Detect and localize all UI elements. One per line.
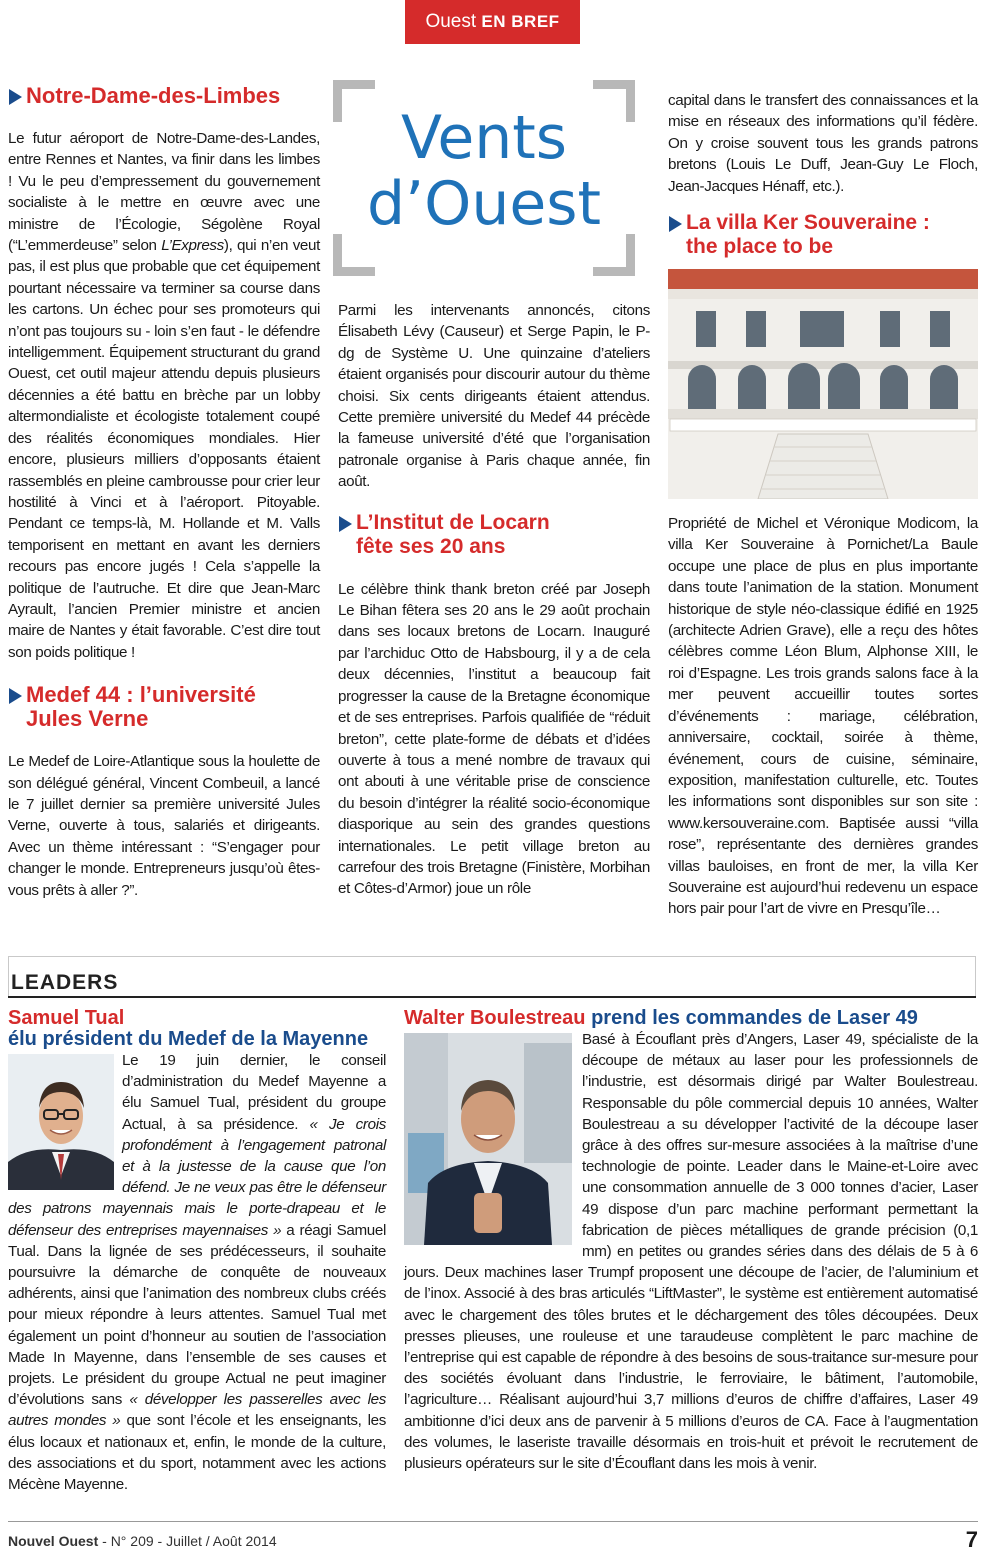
section-divider (8, 996, 976, 998)
article-body: Parmi les intervenants annoncés, citons Élisabeth Lévy (Causeur) et Serge Papin, le P-dg de Système U. Une quinzaine d’ateliers étaient organisés pour discourir autour du thème choisi. Six cents dirigeants étaient attendus. Cette première université du Medef 44 précède la fameuse université d’été que l’organisation patronale organise à Paris chaque année, fin août. (338, 302, 650, 491)
leader-heading: Walter Boulestreau prend les commandes de Laser 49 (404, 1007, 918, 1029)
page-number: 7 (965, 1527, 978, 1552)
triangle-bullet-icon (9, 688, 22, 704)
column-1 (8, 84, 320, 901)
section-banner: Ouest EN BREF (405, 0, 580, 44)
article-body: Propriété de Michel et Véronique Modicom, la villa Ker Souveraine à Pornichet/La Baule occupe une place de plus en plus importante dans toute l’animation de la station. Monument historique de style néo-classique édifié en 1925 (architecte Adrien Grave), elle a reçu des hôtes célèbres comme Léon Blum, Alphonse XIII, le roi d’Espagne. Les trois grands salons face à la mer peuvent accueillir toutes sortes d’événements : mariage, célébration, anniversaire, cocktail, soirée à thème, événement, cours de cuisine, séminaire, exposition, manifestation culturelle, etc. Toutes les informations sont disponibles sur son site : www.kersouveraine.com. Baptisée aussi “villa rose”, représentante des dernières grandes villas bauloises, en front de mer, la villa Ker Souveraine est aujourd’hui redevenu un espace hors pair pour l’art de vivre en Presqu’île… (668, 515, 978, 918)
article-heading: L’Institut de Locarn fête ses 20 ans (338, 511, 650, 559)
article-heading: Medef 44 : l’université Jules Verne (8, 683, 320, 731)
article-body: Le célèbre think thank breton créé par Joseph Le Bihan fêtera ses 20 ans le 29 août prochain dans ses locaux bretons de Locarn. Inauguré par l’archiduc Otto de Habsbourg, il y a de cela deux décennies, l’institut a beaucoup fait progresser la cause de la Bretagne économique et de ses entreprises. Parfois qualifiée de “réduit breton”, cette plate-forme de débats et d’idées ouverte à tous a mené nombre de travaux qui ont abouti à une véritable prise de conscience du besoin d’intégrer la réalité socio-économique diasporique au sein des grandes questions internationales. Le petit village breton au carrefour des trois Bretagne (Finistère, Morbihan et Côtes-d’Armor) joue un rôle (338, 580, 650, 898)
leaders-section-header: LEADERS (8, 956, 976, 996)
bracket-corner (333, 234, 375, 276)
leader-body: Basé à Écouflant près d’Angers, Laser 49, spécialiste de la découpe de métaux au laser pour les professionnels de l’industrie, est désormais dirigé par Walter Boulestreau. Responsable du pôle commercial depuis 10 années, Walter Boulestreau a su développer l’activité de la découpe laser grâce à des offres sur-mesure associées à la maîtrise d’une technologie de pointe. Leader dans le Maine-et-Loire avec une consommation annuelle de 3 000 tonnes d’acier, Laser 49 dispose d’un parc machine performant permettant la fabrication de pièces métalliques de grande précision (0,1 mm) en petites ou grandes séries dans des délais de 5 à 6 jours. Deux machines laser Trumpf proposent une découpe de l’acier, de l’aluminium et de l’inox. Associé à des bras articulés “LiftMaster”, le système est entièrement automatisé avec le chargement des tôles brutes et le déchargement des tôles découpées. Deux presses plieuses, une rouleuse et une taraudeuse complètent le parc machine de l’entreprise qui est capable de répondre à des besoins de sous-traitance sur-mesure pour des sociétés évoluant dans l’industrie, le ferroviaire, le bâtiment, l’automobile, l’agriculture… Réalisant aujourd’hui 3,7 millions d’euros de chiffre d’affaires, Laser 49 ambitionne d’ici deux ans de parvenir à 5 millions d’euros de CA. Face à l’augmentation des volumes, le laseriste travaille désormais en trois-huit et prévoit le recrutement de plusieurs opérateurs sur le site d’Écouflant dans les mois à venir. (404, 1031, 978, 1473)
triangle-bullet-icon (339, 516, 352, 532)
bracket-corner (593, 234, 635, 276)
title-line-2: d’Ouest (366, 169, 602, 239)
article-heading: La villa Ker Souveraine : the place to be (668, 211, 978, 259)
portrait-photo (404, 1033, 572, 1245)
leader-body: Le 19 juin dernier, le conseil d’administration du Medef Mayenne a élu Samuel Tual, président du groupe Actual, à sa présidence. « Je crois profondément à l’engagement patronal et à la justesse de la cause que l’on défend. Je ne veux pas être le défenseur des patrons mayennais mais le porte-drapeau et le défenseur des entreprises mayennaises » a réagi Samuel Tual. Dans la lignée de ses prédécesseurs, il souhaite poursuivre la démarche de conquête de nouveaux adhérents, ainsi que l’animation des nombreux clubs créés pour mieux répondre à leurs attentes. Samuel Tual met également un point d’honneur au soutien de l’association Made In Mayenne, dans l’ensemble de ses causes et projets. Le président du groupe Actual ne peut imaginer d’évolutions sans « développer les passerelles avec les autres mondes » que sont l’école et les enseignants, les élus locaux et nationaux et, enfin, le monde de la culture, des associations et du sport, notamment avec les actions Mécène Mayenne. (8, 1052, 387, 1494)
article-body: Le Medef de Loire-Atlantique sous la houlette de son délégué général, Vincent Combeuil, a lancé le 7 juillet dernier sa première université Jules Verne, ouverte à tous, salariés et dirigeants. Avec un thème intéressant : “S’engager pour changer le monde. Entrepreneurs jusqu’où êtes-vous prêts à aller ?”. (8, 753, 320, 899)
vents-douest-title (333, 80, 635, 276)
title-line-1: Vents (400, 103, 568, 173)
article-body: capital dans le transfert des connaissances et la mise en réseaux des informations qu’il fédère. On y croise souvent tous les grands patrons bretons (Louis Le Duff, Jean-Guy Le Floch, Jean-Jacques Hénaff, etc.). (668, 92, 978, 195)
leader-tual (8, 1008, 386, 1495)
column-3 (668, 90, 978, 920)
portrait-photo (8, 1054, 114, 1190)
leader-heading: Samuel Tual élu président du Medef de la Mayenne (8, 1007, 369, 1050)
footer-issue: Nouvel Ouest - N° 209 - Juillet / Août 2014 (8, 1533, 277, 1549)
villa-photo (668, 269, 978, 499)
triangle-bullet-icon (9, 89, 22, 105)
article-heading: Notre-Dame-des-Limbes (8, 84, 320, 108)
page-footer (8, 1527, 978, 1551)
triangle-bullet-icon (669, 216, 682, 232)
column-2 (338, 300, 650, 900)
article-body: Le futur aéroport de Notre-Dame-des-Landes, entre Rennes et Nantes, va finir dans les limbes ! Vu le peu d’empressement du gouvernement socialiste à le mettre en œuvre avec une ministre de l’Écologie, Ségolène Royal (“L’emmerdeuse” selon L’Express), qui n’en veut pas, il est plus que probable que cet équipement pourtant nécessaire va terminer sa course dans les cartons. Un échec pour ses promoteurs qui n’ont pas toujours su - loin s’en faut - le défendre intelligemment. Équipement structurant du grand Ouest, cet outil majeur attendu depuis plusieurs décennies a été battu en brèche par un lobby altermondialiste et écologiste totalement coupé des réalités économiques mondiales. Hier encore, plusieurs milliers d’opposants étaient rassemblés en pleine cambrousse pour crier leur hostilité à Vinci et à l’aéroport. Pitoyable. Pendant ce temps-là, M. Hollande et M. Valls temporisent en mettant en avant les derniers recours pas encore jugés ! Cela s’appelle la politique de l’autruche. Et dire que Jean-Marc Ayrault, l’ancien Premier ministre et ancien maire de Nantes y était favorable. C’est dire tout son poids politique ! (8, 130, 320, 661)
leader-boulestreau (404, 1008, 978, 1474)
footer-rule (8, 1521, 978, 1522)
